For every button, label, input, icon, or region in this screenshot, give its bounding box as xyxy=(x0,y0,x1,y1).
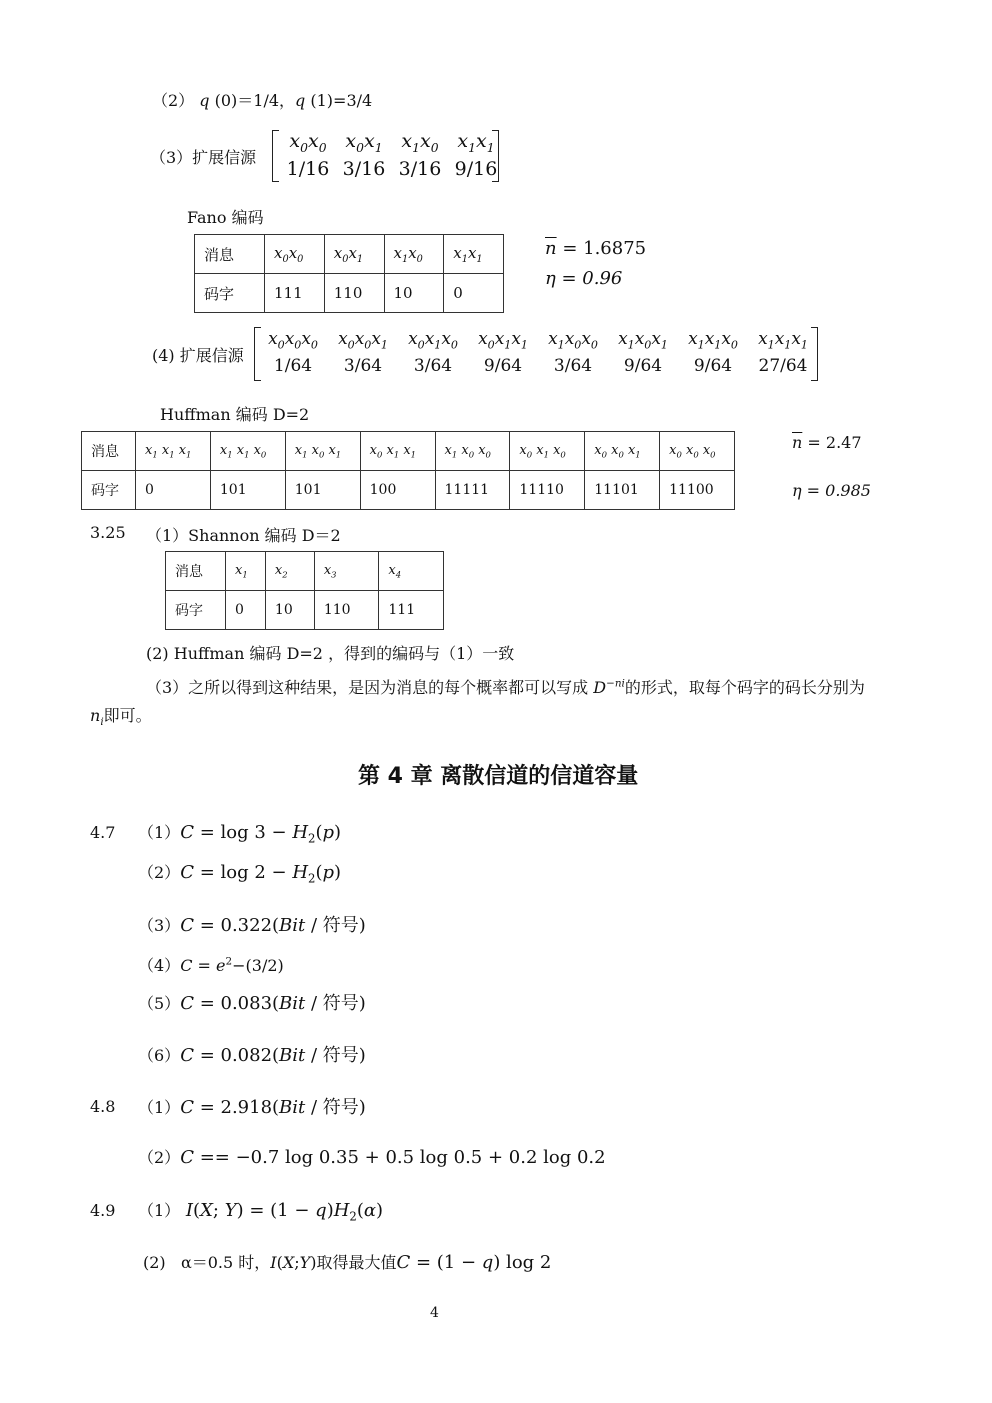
chapter-heading: 第 4 章 离散信道的信道容量 xyxy=(358,764,639,789)
page-number: 4 xyxy=(430,1305,439,1321)
q49-num: 4.9 xyxy=(90,1201,116,1220)
q325-p2: (2) Huffman 编码 D=2 ，得到的编码与（1）一致 xyxy=(146,644,515,663)
matrix-3-row1: $x_0x_0$ $x_0x_1$ $x_1x_0$ $x_1x_1$ xyxy=(289,130,495,155)
fano-nbar: $\overline{n} = 1.6875$ xyxy=(545,238,647,259)
line-3-label: （3）扩展信源 xyxy=(150,148,257,167)
q48-1: （1）C = 2.918(Bit / 符号) xyxy=(138,1097,366,1118)
huffman-label: Huffman 编码 D=2 xyxy=(160,405,310,424)
q47-6: （6）C = 0.082(Bit / 符号) xyxy=(138,1045,366,1066)
q47-3: （3）C = 0.322(Bit / 符号) xyxy=(138,915,366,936)
huffman-eta: η = 0.985 xyxy=(792,481,871,500)
q48-num: 4.8 xyxy=(90,1097,116,1116)
matrix-4-row2: 1/64 3/64 3/64 9/64 3/64 9/64 9/64 27/64 xyxy=(273,356,808,376)
q49-1: （1） I(X; $Y) = (1 - q)H_2(\alpha)$ xyxy=(138,1200,384,1224)
fano-label: Fano 编码 xyxy=(187,208,264,227)
q47-1: $(1)C = \log 3 - H_2(p)$ xyxy=(138,822,342,846)
q325-p3c: $n_i$即可。 xyxy=(90,706,152,729)
fano-table: 消息 $x_0x_0$ $x_0x_1$ $x_1x_0$ $x_1x_1$ 码字 111 110 10 0 xyxy=(194,234,504,313)
q49-2: (2) α＝0.5 时，I(X;Y)取得最大值C = (1 − q) log 2 xyxy=(143,1252,552,1273)
matrix-3-row2: 1/16 3/16 3/16 9/16 xyxy=(286,158,498,180)
q48-2: （2）C == −0.7 log 0.35 + 0.5 log 0.5 + 0.2 log 0.2 xyxy=(138,1147,606,1168)
q47-4: $(4)C = e^2-(3/2)$ xyxy=(138,955,284,975)
huffman-nbar: $\overline{n} = 2.47$ xyxy=(792,433,862,452)
shannon-table: 消息 $x_1$ $x_2$ $x_3$ $x_4$ 码字 0 10 110 111 xyxy=(165,551,444,630)
line-4-label: (4) 扩展信源 xyxy=(152,346,244,365)
matrix-bracket-left xyxy=(272,130,279,182)
q325-p3: （3）之所以得到这种结果，是因为消息的每个概率都可以写成 $D^{-ni}$的形式，取每个码字的码长分别为 xyxy=(146,677,865,697)
line-2: （2） q (0)＝1/4，q (1)=3/4 xyxy=(152,91,373,110)
q47-5: （5）C = 0.083(Bit / 符号) xyxy=(138,993,366,1014)
q325-text: （1）Shannon 编码 D＝2 xyxy=(146,526,341,545)
q47-num: 4.7 xyxy=(90,823,116,842)
q47-2: $(2)C = \log 2 - H_2(p)$ xyxy=(138,862,342,886)
matrix-4-row1: $x_0x_0x_0$ $x_0x_0x_1$ $x_0x_1x_0$ $x_0x_1x_1$ $x_1x_0x_0$ $x_1x_0x_1$ $x_1x_1x_0$ $x_1x_1x_1$ xyxy=(268,329,808,352)
huffman-table: 消息 $x_1$ $x_1$ $x_1$ $x_1$ $x_1$ $x_0$ $x_1$ $x_0$ $x_1$ $x_0$ $x_1$ $x_1$ $x_1$ $x_0$ $x_0$ $x_0$ $x_1$ $x_0$ $x_0$ $x_0$ $x_1$ $x_0$ $x_0$ $x_0$ 码字 0 101 101 100 11111 11110 11101 11100 xyxy=(81,431,735,510)
q325-num: 3.25 xyxy=(90,523,126,542)
fano-eta: η = 0.96 xyxy=(545,268,623,289)
